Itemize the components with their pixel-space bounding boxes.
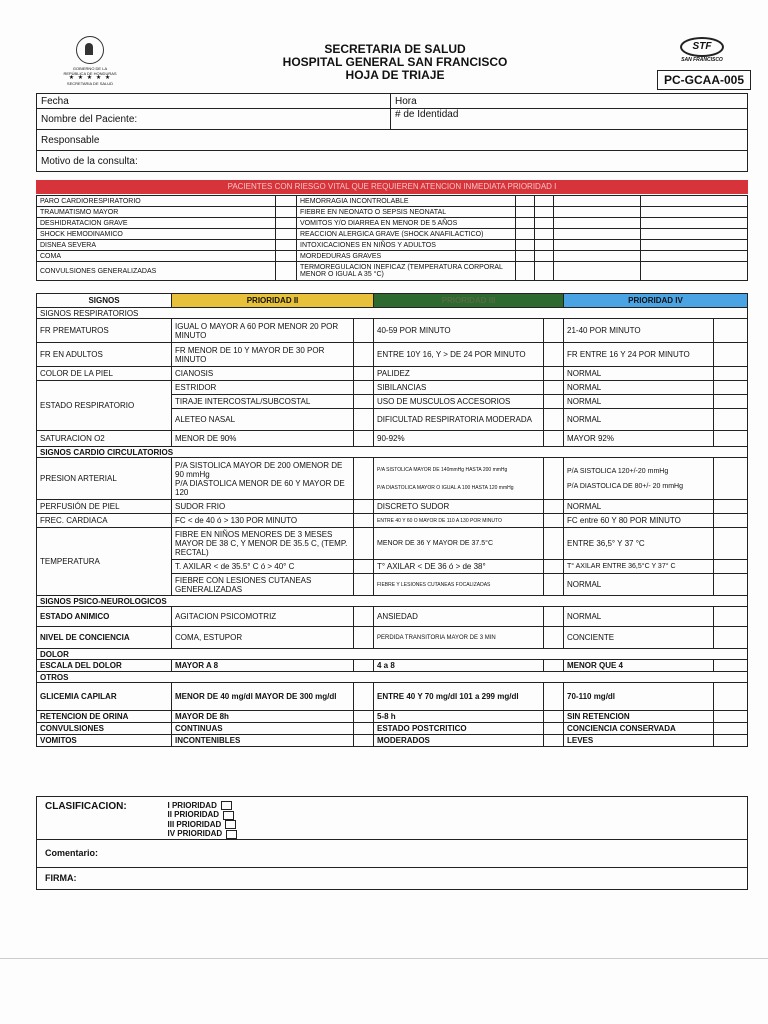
priority-1-table [36,195,748,281]
fecha-field[interactable]: Fecha [37,94,391,109]
sign-p4: FC entre 60 Y 80 POR MINUTO [564,514,714,528]
check-p2[interactable] [354,395,374,409]
check-p3[interactable] [544,367,564,381]
check-p2[interactable] [354,431,374,447]
signs-table [36,293,748,747]
sign-p4: NORMAL [564,395,714,409]
check-p3[interactable] [544,395,564,409]
sign-label: PERFUSIÓN DE PIEL [37,500,172,514]
coat-of-arms-icon [76,36,104,64]
risk-item: FIEBRE EN NEONATO O SEPSIS NEONATAL [297,207,516,218]
logo-stars: ★ ★ ★ ★ ★ [68,75,112,81]
risk-item: PARO CARDIORESPIRATORIO [37,196,276,207]
hospital-logo-text: SAN FRANCISCO [681,57,723,63]
sign-p4: NORMAL [564,367,714,381]
section-otros: OTROS [37,672,748,683]
sign-label: FREC. CARDIACA [37,514,172,528]
check-p3[interactable] [544,343,564,367]
col-prioridad-3: PRIORIDAD III [374,294,564,308]
check-p4[interactable] [714,660,748,672]
pa-p2-diast: P/A DIASTOLICA MENOR DE 60 Y MAYOR DE 120 [175,478,345,497]
priority-option[interactable] [168,820,238,829]
sign-p3: USO DE MUSCULOS ACCESORIOS [374,395,544,409]
risk-checkbox[interactable] [516,262,535,281]
sign-p3: 90-92% [374,431,544,447]
sign-p4: CONCIENTE [564,627,714,649]
sign-p2: COMA, ESTUPOR [172,627,354,649]
government-logo [54,36,126,92]
risk-item: CONVULSIONES GENERALIZADAS [37,262,276,281]
sign-label: ESCALA DEL DOLOR [37,660,172,672]
check-p3[interactable] [544,514,564,528]
check-p2[interactable] [354,607,374,627]
sign-p4: MENOR QUE 4 [564,660,714,672]
pa-p3-sist: P/A SISTOLICA MAYOR DE 140mmHg HASTA 200 mmHg [377,466,508,473]
check-p2[interactable] [354,381,374,395]
sign-p3: ANSIEDAD [374,607,544,627]
check-p3[interactable] [544,431,564,447]
check-p3[interactable] [544,458,564,500]
priority-option-label: II PRIORIDAD [167,810,220,820]
check-p2[interactable] [354,660,374,672]
check-p4[interactable] [714,711,748,723]
check-p2[interactable] [354,711,374,723]
sign-p4: T° AXILAR ENTRE 36,5°C Y 37° C [564,560,714,574]
risk-checkbox[interactable] [276,218,297,229]
sign-p4: MAYOR 92% [564,431,714,447]
col-prioridad-4: PRIORIDAD IV [564,294,748,308]
section-cardio: SIGNOS CARDIO CIRCULATORIOS [37,447,748,458]
sign-p3: ENTRE 40 Y 70 mg/dl 101 a 299 mg/dl [374,683,544,711]
risk-checkbox[interactable] [276,240,297,251]
page-edge [0,958,768,959]
check-p3[interactable] [544,319,564,343]
priority-option[interactable] [168,829,238,838]
section-respiratorios: SIGNOS RESPIRATORIOS [37,308,748,319]
check-p4[interactable] [714,319,748,343]
sign-label: TEMPERATURA [37,528,172,596]
pa-p2-sist: P/A SISTOLICA MAYOR DE 200 OMENOR DE 90 mmHg [175,460,343,479]
sign-p2: MAYOR DE 8h [172,711,354,723]
check-p2[interactable] [354,735,374,747]
logo-line: SECRETARIA DE SALUD [66,81,114,86]
identidad-field[interactable]: # de Identidad [391,109,748,130]
check-p3[interactable] [544,683,564,711]
sign-p2: ALETEO NASAL [172,409,354,431]
check-p2[interactable] [354,627,374,649]
sign-p2: CONTINUAS [172,723,354,735]
priority-options [168,801,238,839]
risk-item: TRAUMATISMO MAYOR [37,207,276,218]
risk-checkbox[interactable] [276,262,297,281]
priority-checkbox[interactable] [226,830,237,839]
risk-checkbox[interactable] [516,229,535,240]
sign-p2: IGUAL O MAYOR A 60 POR MENOR 20 POR MINUTO [172,319,354,343]
sign-p3: T° AXILAR < DE 36 ó > de 38° [374,560,544,574]
risk-checkbox[interactable] [276,229,297,240]
sign-label: NIVEL DE CONCIENCIA [37,627,172,649]
sign-p3: PERDIDA TRANSITORIA MAYOR DE 3 MIN [374,627,544,649]
sign-p3: ENTRE 40 Y 60 O MAYOR DE 110 A 130 POR MINUTO [374,514,544,528]
check-p4[interactable] [714,627,748,649]
form-code: PC-GCAA-005 [657,70,751,90]
sign-p2 [172,458,354,500]
check-p2[interactable] [354,319,374,343]
sign-p4: LEVES [564,735,714,747]
sign-p4: 70-110 mg/dl [564,683,714,711]
check-p2[interactable] [354,367,374,381]
col-prioridad-2: PRIORIDAD II [172,294,374,308]
sign-p2: MENOR DE 40 mg/dl MAYOR DE 300 mg/dl [172,683,354,711]
check-p2[interactable] [354,723,374,735]
nombre-field[interactable]: Nombre del Paciente: [37,109,391,130]
sign-p2: MENOR DE 90% [172,431,354,447]
sign-p3: SIBILANCIAS [374,381,544,395]
sign-p2: AGITACION PSICOMOTRIZ [172,607,354,627]
sign-p2: SUDOR FRIO [172,500,354,514]
check-p4[interactable] [714,735,748,747]
sign-label: FR EN ADULTOS [37,343,172,367]
col-signos: SIGNOS [37,294,172,308]
classification-cell [37,797,748,840]
sign-label: GLICEMIA CAPILAR [37,683,172,711]
sign-p3: MODERADOS [374,735,544,747]
document-title [200,43,590,82]
sign-p4: NORMAL [564,381,714,395]
check-p3[interactable] [544,660,564,672]
risk-checkbox[interactable] [276,207,297,218]
check-p2[interactable] [354,560,374,574]
sign-p4: 21-40 POR MINUTO [564,319,714,343]
sign-p3: 40-59 POR MINUTO [374,319,544,343]
priority-1-header: PACIENTES CON RIESGO VITAL QUE REQUIEREN ATENCION INMEDIATA PRIORIDAD I [36,180,748,194]
sign-p3 [374,458,544,500]
priority-checkbox[interactable] [223,811,234,820]
sign-p2: MAYOR A 8 [172,660,354,672]
stf-logo-icon: STF [680,37,724,57]
priority-option[interactable] [168,810,238,819]
firma-field[interactable]: FIRMA: [37,867,748,889]
risk-item: VOMITOS Y/O DIARREA EN MENOR DE 5 AÑOS [297,218,516,229]
risk-item: REACCION ALERGICA GRAVE (SHOCK ANAFILACTICO) [297,229,516,240]
sign-p3: ENTRE 10Y 16, Y > DE 24 POR MINUTO [374,343,544,367]
sign-p4 [564,458,714,500]
check-p4[interactable] [714,500,748,514]
risk-checkbox[interactable] [276,251,297,262]
check-p4[interactable] [714,343,748,367]
check-p4[interactable] [714,607,748,627]
sign-p3: 5-8 h [374,711,544,723]
sign-p4: CONCIENCIA CONSERVADA [564,723,714,735]
sign-p3: FIEBRE Y LESIONES CUTANEAS FOCALIZADAS [374,574,544,596]
check-p2[interactable] [354,514,374,528]
sign-p3: 4 a 8 [374,660,544,672]
comentario-field[interactable]: Comentario: [37,839,748,867]
check-p4[interactable] [714,409,748,431]
risk-checkbox[interactable] [276,196,297,207]
check-p2[interactable] [354,458,374,500]
priority-option-label: IV PRIORIDAD [167,829,223,839]
check-p4[interactable] [714,574,748,596]
section-psico: SIGNOS PSICO-NEUROLOGICOS [37,596,748,607]
check-p3[interactable] [544,381,564,395]
sign-p2: ESTRIDOR [172,381,354,395]
check-p4[interactable] [714,431,748,447]
check-p3[interactable] [544,723,564,735]
check-p4[interactable] [714,723,748,735]
hospital-logo [670,36,734,66]
risk-item: DISNEA SEVERA [37,240,276,251]
sign-label: COLOR DE LA PIEL [37,367,172,381]
responsable-field[interactable]: Responsable [37,130,748,151]
sign-p2: FIBRE EN NIÑOS MENORES DE 3 MESES MAYOR DE 38 C, Y MENOR DE 35.5 C, (TEMP. RECTAL) [172,528,354,560]
risk-item: MORDEDURAS GRAVES [297,251,516,262]
priority-option-label: I PRIORIDAD [167,801,217,810]
classification-table [36,796,748,890]
sign-p2: INCONTENIBLES [172,735,354,747]
sign-label: SATURACION O2 [37,431,172,447]
risk-item: TERMOREGULACION INEFICAZ (TEMPERATURA CORPORAL MENOR O IGUAL A 35 °C) [297,262,516,281]
pa-p4-diast: P/A DIASTOLICA DE 80+/- 20 mmHg [567,482,683,490]
sign-p4: SIN RETENCION [564,711,714,723]
sign-p2: FR MENOR DE 10 Y MAYOR DE 30 POR MINUTO [172,343,354,367]
sign-label: ESTADO ANIMICO [37,607,172,627]
check-p3[interactable] [544,711,564,723]
sign-p2: TIRAJE INTERCOSTAL/SUBCOSTAL [172,395,354,409]
sign-p4: FR ENTRE 16 Y 24 POR MINUTO [564,343,714,367]
check-p3[interactable] [544,409,564,431]
logo-line: REPÚBLICA DE HONDURAS [63,71,117,76]
risk-item: SHOCK HEMODINAMICO [37,229,276,240]
check-p3[interactable] [544,560,564,574]
check-p4[interactable] [714,683,748,711]
section-dolor: DOLOR [37,649,748,660]
risk-checkbox[interactable] [516,218,535,229]
sign-p3: PALIDEZ [374,367,544,381]
sign-p3: DISCRETO SUDOR [374,500,544,514]
check-p3[interactable] [544,500,564,514]
sign-p4: ENTRE 36,5° Y 37 °C [564,528,714,560]
hora-field[interactable]: Hora [391,94,748,109]
sign-label: VOMITOS [37,735,172,747]
check-p4[interactable] [714,458,748,500]
check-p3[interactable] [544,574,564,596]
check-p2[interactable] [354,528,374,560]
risk-checkbox[interactable] [516,240,535,251]
motivo-field[interactable]: Motivo de la consulta: [37,151,748,172]
sign-p3: MENOR DE 36 Y MAYOR DE 37.5°C [374,528,544,560]
pa-p4-sist: P/A SISTOLICA 120+/-20 mmHg [567,467,669,475]
priority-option-label: III PRIORIDAD [167,819,222,829]
check-p4[interactable] [714,560,748,574]
title-hospital: HOSPITAL GENERAL SAN FRANCISCO [282,55,508,69]
risk-item: INTOXICACIONES EN NIÑOS Y ADULTOS [297,240,516,251]
sign-label: PRESION ARTERIAL [37,458,172,500]
sign-p4: NORMAL [564,500,714,514]
check-p2[interactable] [354,683,374,711]
sign-p3: ESTADO POSTCRITICO [374,723,544,735]
sign-label: FR PREMATUROS [37,319,172,343]
sign-p3: DIFICULTAD RESPIRATORIA MODERADA [374,409,544,431]
sign-p2: CIANOSIS [172,367,354,381]
check-p4[interactable] [714,514,748,528]
risk-checkbox[interactable] [516,196,535,207]
pa-p3-diast: P/A DIASTOLICA MAYOR O IGUAL A 100 HASTA 120 mmHg [377,484,514,491]
check-p2[interactable] [354,409,374,431]
logo-line: GOBIERNO DE LA [72,66,108,71]
check-p3[interactable] [544,528,564,560]
patient-info-table [36,93,748,172]
check-p2[interactable] [354,574,374,596]
risk-item: HEMORRAGIA INCONTROLABLE [297,196,516,207]
check-p4[interactable] [714,528,748,560]
priority-option[interactable] [168,801,238,810]
priority-checkbox[interactable] [225,820,236,829]
check-p2[interactable] [354,500,374,514]
risk-checkbox[interactable] [516,207,535,218]
risk-checkbox[interactable] [516,251,535,262]
sign-p2: T. AXILAR < de 35.5° C ó > 40° C [172,560,354,574]
priority-checkbox[interactable] [221,801,232,810]
sign-label: CONVULSIONES [37,723,172,735]
sign-label: RETENCION DE ORINA [37,711,172,723]
risk-item: DESHIDRATACION GRAVE [37,218,276,229]
sign-p2: FC < de 40 ó > 130 POR MINUTO [172,514,354,528]
check-p3[interactable] [544,627,564,649]
check-p3[interactable] [544,607,564,627]
sign-p4: NORMAL [564,607,714,627]
title-ministry: SECRETARIA DE SALUD [324,42,466,56]
check-p2[interactable] [354,343,374,367]
classification-label: CLASIFICACION: [45,801,127,812]
risk-item: COMA [37,251,276,262]
sign-p4: NORMAL [564,409,714,431]
check-p4[interactable] [714,367,748,381]
sign-label: ESTADO RESPIRATORIO [37,381,172,431]
sign-p4: NORMAL [564,574,714,596]
title-form: HOJA DE TRIAJE [345,68,445,82]
check-p4[interactable] [714,381,748,395]
check-p4[interactable] [714,395,748,409]
sign-p2: FIEBRE CON LESIONES CUTANEAS GENERALIZADAS [172,574,354,596]
check-p3[interactable] [544,735,564,747]
